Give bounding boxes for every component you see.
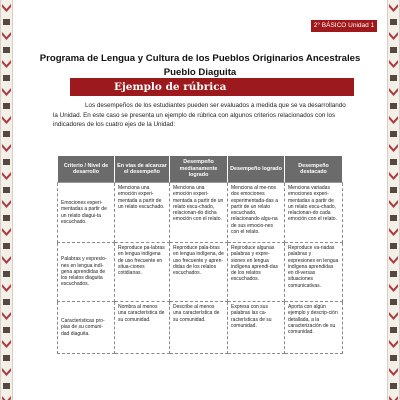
table-row [58, 243, 343, 302]
intro-line-2: la Unidad. En este caso se presenta un ejemplo de rúbrica con algunos criterios relacionados con los [53, 111, 336, 119]
border-pattern-motif [3, 159, 10, 165]
border-pattern-motif [2, 144, 11, 152]
border-pattern-motif [2, 312, 11, 320]
table-cell: Menciona una emoción experi-mentada a partir de un relato escuchado. [115, 183, 170, 243]
border-pattern-motif [2, 368, 11, 376]
unit-badge: 2° BÁSICO Unidad 1 [311, 20, 377, 32]
table-cell: Nombra al menos una característica de su comunidad. [115, 302, 170, 354]
border-pattern-motif [390, 299, 397, 305]
border-pattern-motif [389, 60, 398, 68]
intro-paragraph [53, 101, 379, 130]
border-pattern-motif [3, 75, 10, 81]
border-pattern-motif [2, 284, 11, 292]
border-pattern-motif [390, 19, 397, 25]
border-pattern-motif [389, 4, 398, 12]
border-pattern-motif [389, 284, 398, 292]
border-pattern-motif [390, 271, 397, 277]
border-pattern-motif [2, 228, 11, 236]
border-pattern-motif [390, 327, 397, 333]
column-header: Desempeño destacado [285, 156, 343, 183]
table-cell: Aporta con algún ejemplo y descrip-ción detallada, a la caracterización de su comunidad. [285, 302, 343, 354]
border-pattern-motif [390, 243, 397, 249]
border-pattern-motif [3, 47, 10, 53]
border-pattern-motif [2, 88, 11, 96]
border-pattern-motif [389, 228, 398, 236]
border-pattern-motif [389, 368, 398, 376]
border-pattern-motif [3, 131, 10, 137]
border-pattern-motif [3, 271, 10, 277]
title-line-2: Pueblo Diaguita [163, 67, 237, 78]
title-line-1: Programa de Lengua y Cultura de los Pueblos Originarios Ancestrales [39, 53, 361, 64]
rubric-table [57, 155, 343, 354]
border-pattern-motif [3, 215, 10, 221]
intro-line-3: indicadores de los cuatro ejes de la Unidad: [53, 121, 176, 129]
border-pattern-motif [390, 47, 397, 53]
column-header: En vías de alcanzar el desempeño [115, 156, 170, 183]
table-cell: Describe al menos una característica de su comunidad. [170, 302, 228, 354]
diaguita-pattern-border-right-icon [387, 0, 400, 400]
column-header: Desempeño logrado [228, 156, 285, 183]
border-pattern-motif [390, 215, 397, 221]
intro-line-1: Los desempeños de los estudiantes pueden ser evaluados a medida que se va desarrollando [85, 102, 346, 109]
border-pattern-motif [390, 131, 397, 137]
border-pattern-motif [390, 159, 397, 165]
border-pattern-motif [389, 32, 398, 40]
border-pattern-motif [390, 103, 397, 109]
border-pattern-motif [2, 32, 11, 40]
border-pattern-motif [2, 340, 11, 348]
border-pattern-motif [389, 88, 398, 96]
border-pattern-motif [3, 243, 10, 249]
border-pattern-motif [390, 355, 397, 361]
border-pattern-motif [389, 116, 398, 124]
table-cell: Expresa con sus palabras las ca-racterísticas de su comunidad. [228, 302, 285, 354]
border-pattern-motif [3, 383, 10, 389]
border-pattern-motif [2, 396, 11, 400]
table-cell: Reproduce pala-bras en lengua indígena, de uso frecuente y apren-didas de los relatos escuchados. [170, 243, 228, 302]
border-pattern-motif [3, 355, 10, 361]
border-pattern-motif [389, 340, 398, 348]
border-pattern-motif [389, 172, 398, 180]
border-pattern-motif [390, 383, 397, 389]
table-cell: Reproduce algunas palabras y expre-siones en lengua indígena aprendi-das de los relatos escuchados. [228, 243, 285, 302]
border-pattern-motif [3, 327, 10, 333]
border-pattern-motif [389, 312, 398, 320]
border-pattern-motif [3, 103, 10, 109]
criterion-cell: Características pro-pias de su comuni-dad diaguita. [58, 302, 115, 354]
section-heading: Ejemplo de rúbrica [70, 78, 354, 96]
border-pattern-motif [390, 75, 397, 81]
table-cell: Reproduce va-riadas palabras y expresiones en lengua indígena aprendidas en di-versas situaciones comunicativas. [285, 243, 343, 302]
column-header: Criterio / Nivel de desarrollo [58, 156, 115, 183]
document-title [18, 52, 382, 80]
criterion-cell: Palabras y expresio-nes en lengua indí-gena aprendidas de los relatos diaguita escuchados. [58, 243, 115, 302]
border-pattern-motif [2, 256, 11, 264]
table-cell: Menciona una emoción experi-mentada a partir de un relato escu-chado, relacionan-do dicha emoción con el relato. [170, 183, 228, 243]
border-pattern-motif [2, 116, 11, 124]
border-pattern-motif [389, 256, 398, 264]
border-pattern-motif [3, 299, 10, 305]
border-pattern-motif [2, 172, 11, 180]
border-pattern-motif [390, 187, 397, 193]
border-pattern-motif [2, 4, 11, 12]
table-header-row [58, 156, 343, 183]
table-row [58, 302, 343, 354]
border-pattern-motif [389, 396, 398, 400]
table-cell: Reproduce pa-labras en lengua indígena de uso frecuente en situa-ciones cotidianas. [115, 243, 170, 302]
criterion-cell: Emociones experi-mentadas a partir de un relato diagui-ta escuchado. [58, 183, 115, 243]
border-pattern-motif [2, 200, 11, 208]
table-cell: Menciona variadas emociones experi-mentadas a partir de un relato escu-chado, relacionan-do cada emoción con el relato. [285, 183, 343, 243]
border-pattern-motif [389, 144, 398, 152]
table-row [58, 183, 343, 243]
border-pattern-motif [3, 187, 10, 193]
column-header: Desempeño medianamente logrado [170, 156, 228, 183]
rubric-table-container [57, 155, 342, 354]
border-pattern-motif [2, 60, 11, 68]
border-pattern-motif [389, 200, 398, 208]
diaguita-pattern-border-left-icon [0, 0, 13, 400]
border-pattern-motif [3, 19, 10, 25]
table-cell: Menciona al me-nos dos emociones experimentada-das a partir de un relato escuchado, relacionando algu-na de sus emocio-nes con el relato. [228, 183, 285, 243]
